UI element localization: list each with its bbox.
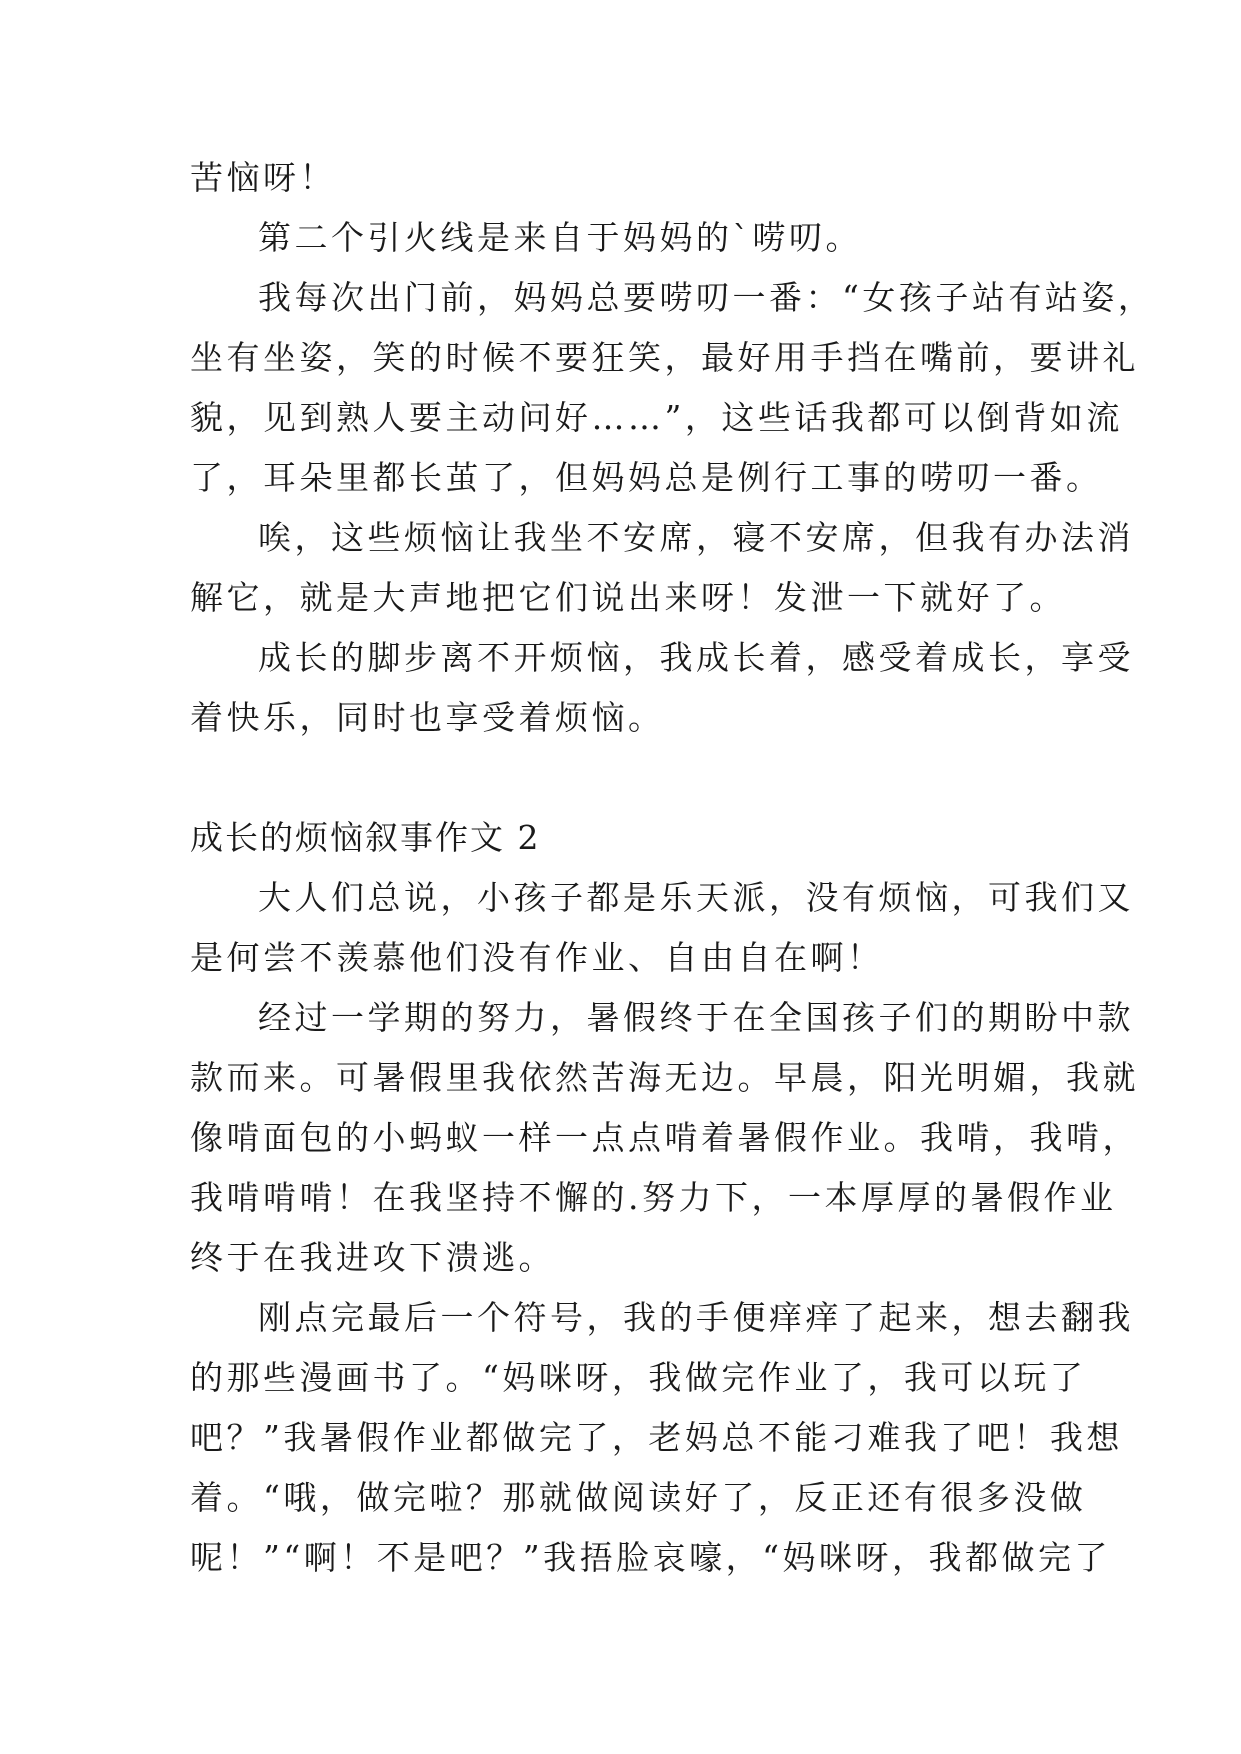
- text-line: 解它，就是大声地把它们说出来呀！发泄一下就好了。: [190, 578, 1066, 617]
- paragraph-start-line: 第二个引火线是来自于妈妈的`唠叨。: [258, 218, 862, 257]
- section-heading: 成长的烦恼叙事作文 2: [190, 818, 541, 857]
- text-line: 着快乐，同时也享受着烦恼。: [190, 698, 665, 737]
- text-line: 我啃啃啃！在我坚持不懈的.努力下，一本厚厚的暑假作业: [190, 1178, 1117, 1217]
- text-line: 的那些漫画书了。“妈咪呀，我做完作业了，我可以玩了: [190, 1358, 1087, 1397]
- paragraph-start-line: 经过一学期的努力，暑假终于在全国孩子们的期盼中款: [258, 998, 1134, 1037]
- text-line: 貌，见到熟人要主动问好……”，这些话我都可以倒背如流: [190, 398, 1123, 437]
- paragraph-start-line: 刚点完最后一个符号，我的手便痒痒了起来，想去翻我: [258, 1298, 1134, 1337]
- paragraph-start-line: 我每次出门前，妈妈总要唠叨一番：“女孩子站有站姿，: [258, 278, 1155, 317]
- text-line: 呢！”“啊！不是吧？”我捂脸哀嚎，“妈咪呀，我都做完了: [190, 1538, 1111, 1577]
- text-line: 苦恼呀！: [190, 158, 336, 197]
- paragraph-start-line: 成长的脚步离不开烦恼，我成长着，感受着成长，享受: [258, 638, 1134, 677]
- text-line: 终于在我进攻下溃逃。: [190, 1238, 555, 1277]
- text-line: 是何尝不羡慕他们没有作业、自由自在啊！: [190, 938, 884, 977]
- text-line: 像啃面包的小蚂蚁一样一点点啃着暑假作业。我啃，我啃，: [190, 1118, 1139, 1157]
- text-line: 着。“哦，做完啦？那就做阅读好了，反正还有很多没做: [190, 1478, 1087, 1517]
- essay-part-2: [190, 868, 1139, 1588]
- section-spacer: [190, 748, 1060, 808]
- paragraph-start-line: 唉，这些烦恼让我坐不安席，寝不安席，但我有办法消: [258, 518, 1134, 557]
- essay-part-1: [190, 148, 1155, 748]
- text-line: 款而来。可暑假里我依然苦海无边。早晨，阳光明媚，我就: [190, 1058, 1139, 1097]
- text-line: 坐有坐姿，笑的时候不要狂笑，最好用手挡在嘴前，要讲礼: [190, 338, 1139, 377]
- text-line: 吧？”我暑假作业都做完了，老妈总不能刁难我了吧！我想: [190, 1418, 1123, 1457]
- paragraph-start-line: 大人们总说，小孩子都是乐天派，没有烦恼，可我们又: [258, 878, 1134, 917]
- text-line: 了，耳朵里都长茧了，但妈妈总是例行工事的唠叨一番。: [190, 458, 1103, 497]
- document-page: [190, 148, 1155, 1588]
